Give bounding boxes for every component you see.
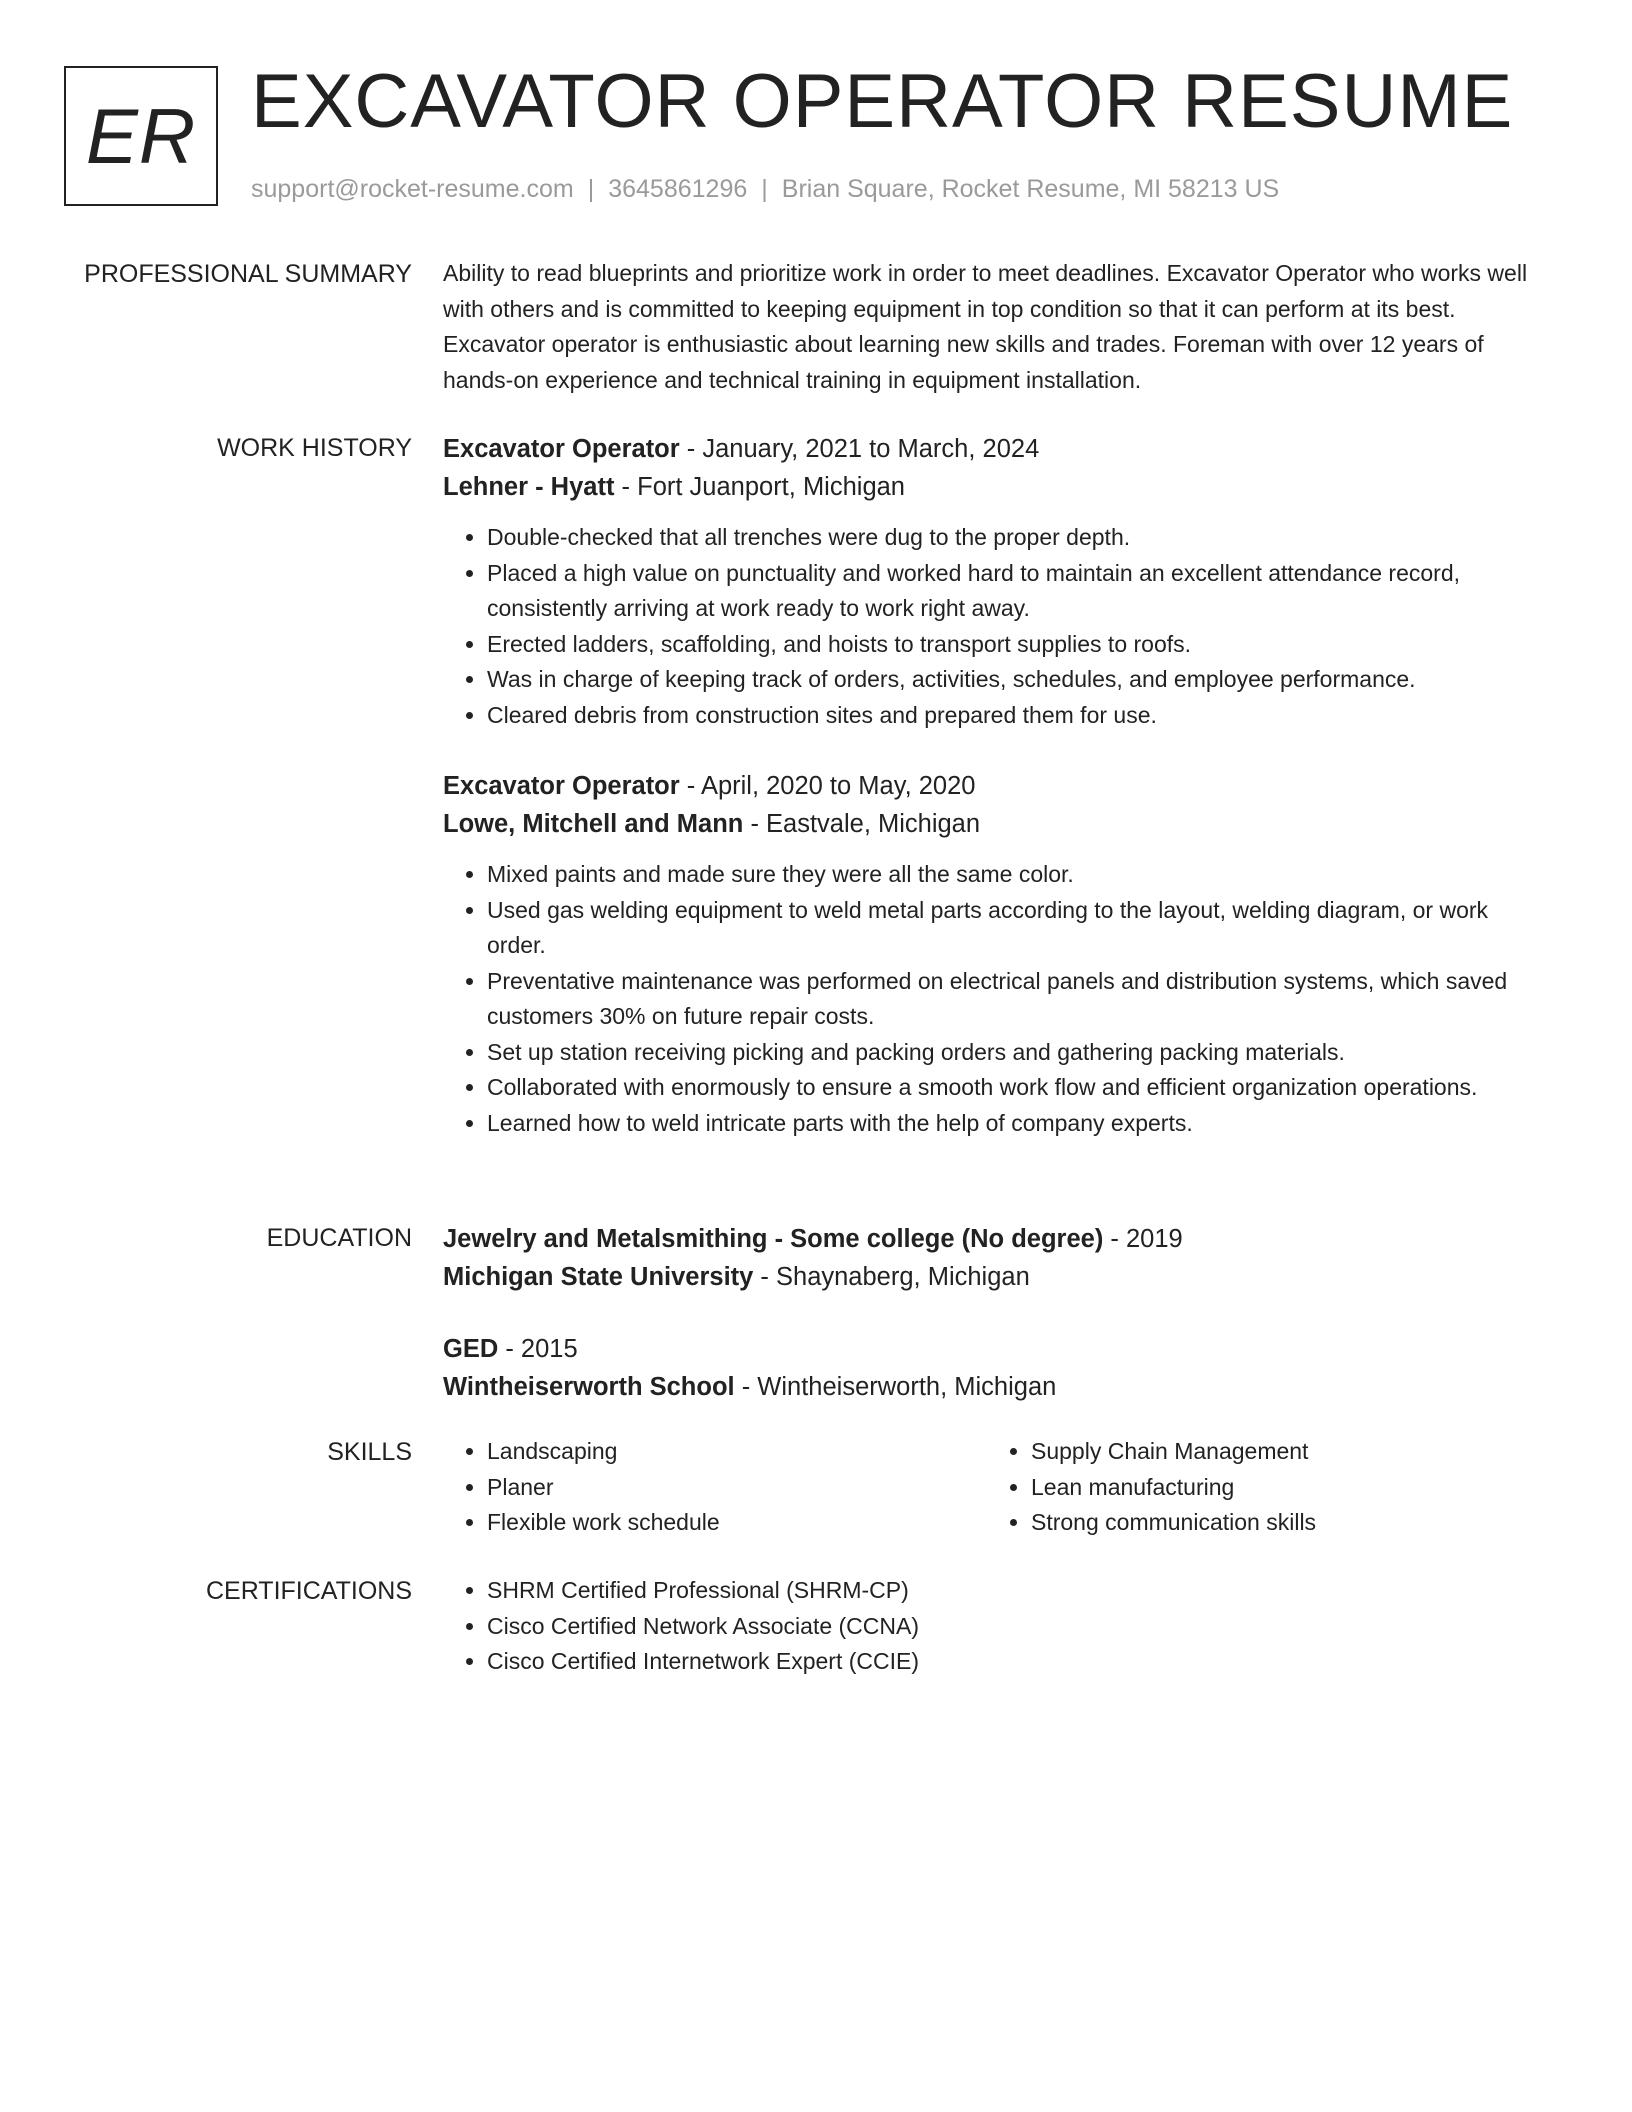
skill-item: • Landscaping: [487, 1434, 987, 1470]
section-label-skills: SKILLS: [327, 1438, 412, 1466]
job-dates: - April, 2020 to May, 2020: [679, 772, 976, 800]
job-dates: - January, 2021 to March, 2024: [679, 435, 1040, 463]
skills-body: [443, 1434, 1553, 1541]
job-bullet: • Double-checked that all trenches were dug to the proper depth.: [487, 520, 1553, 556]
section-label-education: EDUCATION: [266, 1224, 412, 1252]
education-school-line: [443, 1258, 1553, 1296]
education-degree: GED: [443, 1335, 499, 1363]
job-company: Lehner - Hyatt: [443, 473, 615, 501]
job-company-line: [443, 468, 1553, 506]
contact-separator: |: [761, 175, 768, 203]
education-entry: [443, 1220, 1553, 1296]
contact-email: support@rocket-resume.com: [251, 175, 574, 203]
contact-phone: 3645861296: [608, 175, 748, 203]
skill-item: • Flexible work schedule: [487, 1505, 987, 1541]
job-bullet: • Collaborated with enormously to ensure a smooth work flow and efficient organization operations.: [487, 1070, 1553, 1106]
contact-address: Brian Square, Rocket Resume, MI 58213 US: [781, 175, 1280, 203]
skill-item: • Planer: [487, 1470, 987, 1506]
certification-item: • Cisco Certified Internetwork Expert (CCIE): [487, 1644, 1553, 1680]
education-degree-line: [443, 1220, 1553, 1258]
certification-item: • SHRM Certified Professional (SHRM-CP): [487, 1573, 1553, 1609]
job-bullet: • Preventative maintenance was performed on electrical panels and distribution systems, which saved customers 30% on future repair costs.: [487, 964, 1553, 1035]
section-label-summary: PROFESSIONAL SUMMARY: [84, 260, 412, 288]
job-entry: [443, 430, 1553, 733]
job-bullet: • Mixed paints and made sure they were all the same color.: [487, 857, 1553, 893]
job-bullet: • Was in charge of keeping track of orders, activities, schedules, and employee performance.: [487, 662, 1553, 698]
job-company: Lowe, Mitchell and Mann: [443, 810, 744, 838]
summary-text: Ability to read blueprints and prioritize work in order to meet deadlines. Excavator Operator who works well with others and is committed to keeping equipment in top condition so that it can perform at its best. Excavator operator is enthusiastic about learning new skills and trades. Foreman with over 12 years of hands-on experience and technical training in equipment installation.: [443, 260, 1528, 393]
education-degree: Jewelry and Metalsmithing - Some college (No degree): [443, 1225, 1104, 1253]
education-body: [443, 1220, 1553, 1406]
certifications-body: [443, 1573, 1553, 1680]
skills-list-right: [987, 1434, 1531, 1541]
education-location: - Shaynaberg, Michigan: [753, 1263, 1030, 1291]
contact-separator: |: [587, 175, 595, 203]
job-bullet: • Erected ladders, scaffolding, and hoists to transport supplies to roofs.: [487, 627, 1553, 663]
contact-line: [251, 172, 1279, 206]
section-label-certifications: CERTIFICATIONS: [205, 1577, 412, 1605]
education-school: Wintheiserworth School: [443, 1373, 735, 1401]
education-entry: [443, 1330, 1553, 1406]
resume-title: EXCAVATOR OPERATOR RESUME: [251, 59, 1514, 144]
education-school-line: [443, 1368, 1553, 1406]
job-title-line: [443, 430, 1553, 468]
job-title: Excavator Operator: [443, 772, 680, 800]
job-location: - Fort Juanport, Michigan: [614, 473, 905, 501]
job-bullets: [443, 520, 1553, 733]
job-entry: [443, 767, 1553, 1141]
job-bullet: • Placed a high value on punctuality and worked hard to maintain an excellent attendance record, consistently arriving at work ready to work right away.: [487, 556, 1553, 627]
section-label-work-history: WORK HISTORY: [217, 434, 412, 462]
certifications-list: [443, 1573, 1553, 1680]
job-bullet: • Set up station receiving picking and packing orders and gathering packing materials.: [487, 1035, 1553, 1071]
education-degree-line: [443, 1330, 1553, 1368]
job-bullet: • Learned how to weld intricate parts with the help of company experts.: [487, 1106, 1553, 1142]
job-bullet: • Used gas welding equipment to weld metal parts according to the layout, welding diagram, or work order.: [487, 893, 1553, 964]
monogram-logo: ER: [64, 66, 218, 206]
education-location: - Wintheiserworth, Michigan: [734, 1373, 1057, 1401]
skill-item: • Supply Chain Management: [1031, 1434, 1531, 1470]
skill-item: • Lean manufacturing: [1031, 1470, 1531, 1506]
job-title-line: [443, 767, 1553, 805]
job-location: - Eastvale, Michigan: [743, 810, 981, 838]
job-title: Excavator Operator: [443, 435, 680, 463]
work-history-body: [443, 430, 1553, 1141]
summary-body: [443, 256, 1553, 398]
education-year: - 2019: [1103, 1225, 1183, 1253]
skill-item: • Strong communication skills: [1031, 1505, 1531, 1541]
education-year: - 2015: [498, 1335, 578, 1363]
job-company-line: [443, 805, 1553, 843]
skills-list-left: [443, 1434, 987, 1541]
certification-item: • Cisco Certified Network Associate (CCNA): [487, 1609, 1553, 1645]
education-school: Michigan State University: [443, 1263, 754, 1291]
job-bullet: • Cleared debris from construction sites and prepared them for use.: [487, 698, 1553, 734]
job-bullets: [443, 857, 1553, 1141]
